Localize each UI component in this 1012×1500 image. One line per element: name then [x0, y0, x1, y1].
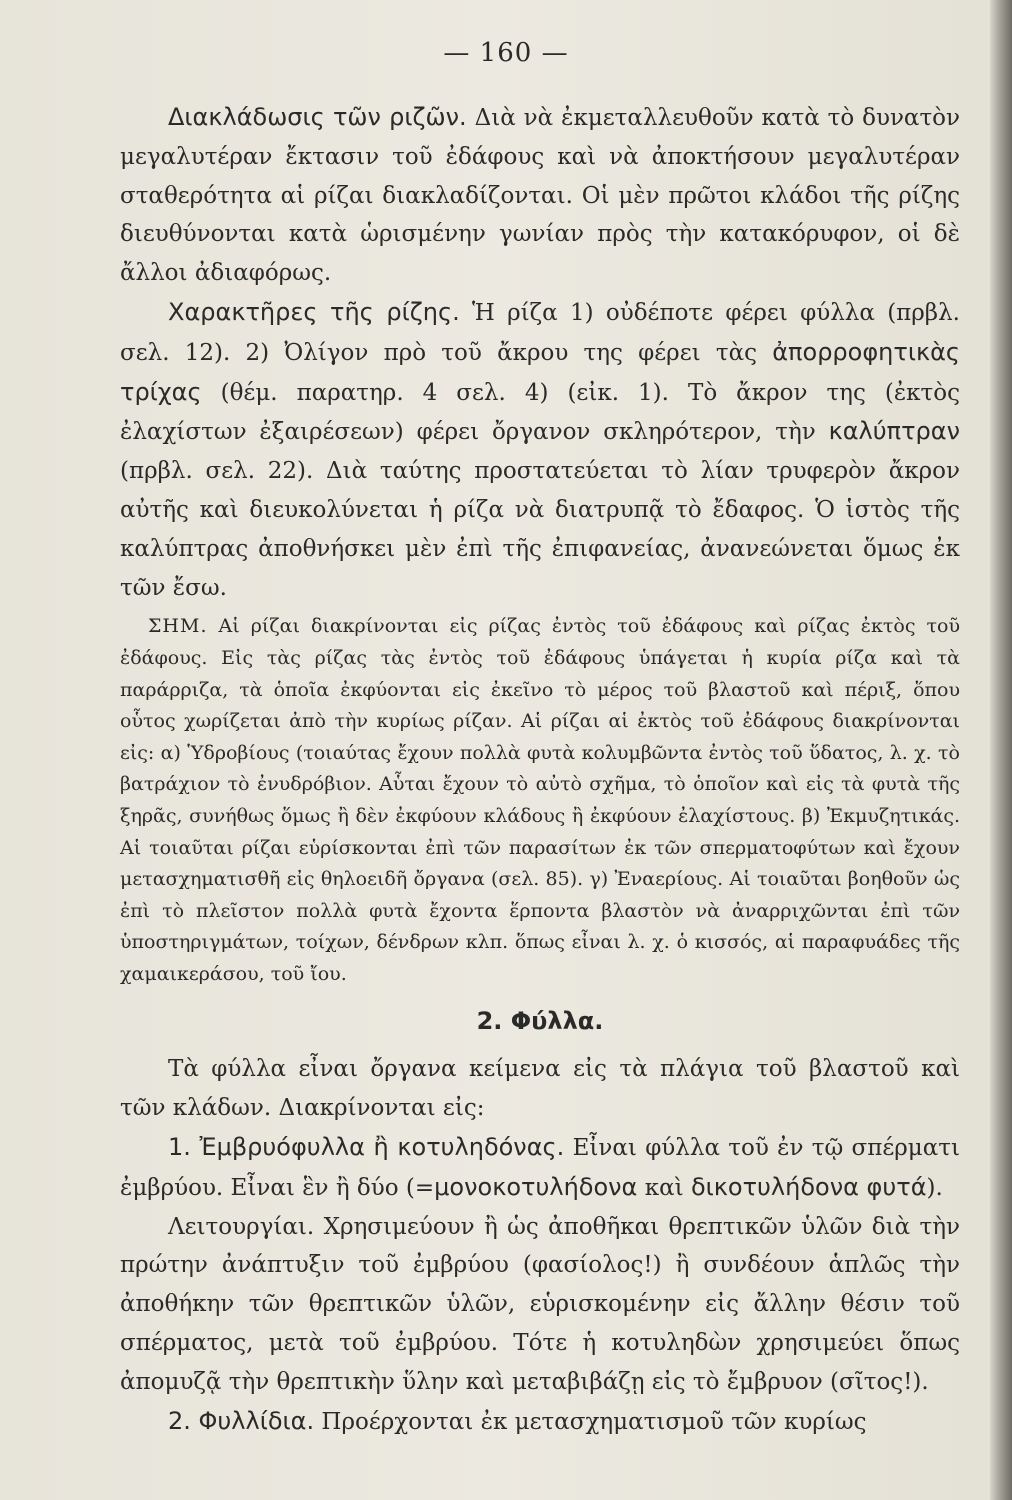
list-item-leaflets	[120, 1402, 960, 1436]
item-heading: 1. Ἐμβρυόφυλλα ἢ κοτυληδόνας.	[168, 1133, 565, 1162]
paragraph-text: (πρβλ. σελ. 22). Διὰ ταύτης προστατεύεται τὸ λίαν τρυφερὸν ἄκρον αὐτῆς καὶ διευκολύνεται ἡ ρίζα νὰ διατρυπᾷ τὸ ἔδαφος. Ὁ ἱστὸς τῆς καλύπτρας ἀποθνήσκει μὲν ἐπὶ τῆς ἐπιφανείας, ἀνανεώνεται ὅμως ἐκ τῶν ἔσω.	[120, 458, 960, 601]
item-heading: 2. Φυλλίδια.	[168, 1406, 315, 1435]
list-item-cotyledons	[120, 1128, 960, 1208]
note-paragraph	[120, 611, 960, 990]
paragraph-heading: Λειτουργίαι.	[168, 1213, 315, 1240]
section-title: 2. Φύλλα.	[476, 1007, 604, 1036]
term: δικοτυλήδονα φυτά	[690, 1172, 927, 1201]
paragraph-text: Ἡ ρίζα 1) οὐδέποτε φέρει φύλλα (πρβλ. σελ. 12). 2) Ὀλίγον πρὸ τοῦ ἄκρου της φέρει τὰς	[120, 299, 960, 366]
item-text: Προέρχονται ἐκ μετασχηματισμοῦ τῶν κυρίως	[321, 1408, 867, 1435]
paragraph-leaves-intro: Τὰ φύλλα εἶναι ὄργανα κείμενα εἰς τὰ πλάγια τοῦ βλαστοῦ καὶ τῶν κλάδων. Διακρίνονται εἰς:	[120, 1056, 960, 1122]
paragraph-heading: Χαρακτῆρες τῆς ρίζης.	[168, 297, 460, 326]
item-text: ).	[926, 1174, 943, 1201]
item-text: Εἶναι φύλλα τοῦ ἐν τῷ σπέρματι ἐμβρύου. Εἶναι ἓν ἢ δύο (=	[120, 1135, 961, 1201]
note-text: Αἱ ρίζαι διακρίνονται εἰς ρίζας ἐντὸς τοῦ ἐδάφους καὶ ρίζας ἐκτὸς τοῦ ἐδάφους. Εἰς τὰς ρίζας τὰς ἐντὸς τοῦ ἐδάφους ὑπάγεται ἡ κυρία ρίζα καὶ τὰ παράρριζα, τὰ ὁποῖα ἐκφύονται εἰς ἐκεῖνο τὸ μέρος τοῦ βλαστοῦ καὶ πέριξ, ὅπου οὗτος χωρίζεται ἀπὸ τὴν κυρίως ρίζαν. Αἱ ρίζαι αἱ ἐκτὸς τοῦ ἐδάφους διακρίνονται εἰς: α) Ὑδροβίους (τοιαύτας ἔχουν πολλὰ φυτὰ κολυμβῶντα ἐντὸς τοῦ ὕδατος, λ. χ. τὸ βατράχιον τὸ ἐνυδρόβιον. Αὗται ἔχουν τὸ αὐτὸ σχῆμα, τὸ ὁποῖον καὶ εἰς τὰ φυτὰ τῆς ξηρᾶς, συνήθως ὅμως ἢ δὲν ἐκφύουν κλάδους ἢ ἐκφύουν ἐλαχίστους. β) Ἐκμυζητικάς. Αἱ τοιαῦται ρίζαι εὑρίσκονται ἐπὶ τῶν παρασίτων ἐκ τῶν σπερματοφύτων καὶ ἔχουν μετασχηματισθῆ εἰς θηλοειδῆ ὄργανα (σελ. 85). γ) Ἐναερίους. Αἱ τοιαῦται βοηθοῦν ὡς ἐπὶ τὸ πλεῖστον πολλὰ φυτὰ ἔχοντα ἕρποντα βλαστὸν νὰ ἀναρριχῶνται ἐπὶ τῶν ὑποστηριγμάτων, τοίχων, δένδρων κλπ. ὅπως εἶναι λ. χ. ὁ κισσός, αἱ παραφυάδες τῆς χαμαικεράσου, τοῦ ἴου.	[120, 615, 960, 985]
paragraph-text: (θέμ. παρατηρ. 4 σελ. 4) (εἰκ. 1). Τὸ ἄκρον της (ἐκτὸς ἐλαχίστων ἐξαιρέσεων) φέρει ὄργανον σκληρότερον, τὴν	[120, 379, 960, 446]
paragraph-text: Διὰ νὰ ἐκμεταλλευθοῦν κατὰ τὸ δυνατὸν μεγαλυτέραν ἔκτασιν τοῦ ἐδάφους καὶ νὰ ἀποκτήσουν μεγαλυτέραν σταθερότητα αἱ ρίζαι διακλαδίζονται. Οἱ μὲν πρῶτοι κλάδοι τῆς ρίζης διευθύνονται κατὰ ὡρισμένην γωνίαν πρὸς τὴν κατακόρυφον, οἱ δὲ ἄλλοι ἀδιαφόρως.	[120, 105, 961, 287]
paragraph-heading: Διακλάδωσις τῶν ριζῶν.	[168, 103, 467, 131]
item-text: καὶ	[644, 1174, 684, 1201]
page-number: — 160 —	[443, 38, 569, 68]
page-body	[120, 98, 960, 1436]
term: μονοκοτυλήδονα	[434, 1172, 638, 1201]
paragraph-functions	[120, 1208, 960, 1402]
paragraph-root-branching	[120, 98, 960, 293]
paragraph-text: Χρησιμεύουν ἢ ὡς ἀποθῆκαι θρεπτικῶν ὑλῶν διὰ τὴν πρώτην ἀνάπτυξιν τοῦ ἐμβρύου (φασίολος!) ἢ συνδέουν ἁπλῶς τὴν ἀποθήκην τῶν θρεπτικῶν ὑλῶν, εὑρισκομένην εἰς ἄλλην θέσιν τοῦ σπέρματος, μετὰ τοῦ ἐμβρύου. Τότε ἡ κοτυληδὼν χρησιμεύει ὅπως ἀπομυζᾷ τὴν θρεπτικὴν ὕλην καὶ μεταβιβάζῃ εἰς τὸ ἔμβρυον (σῖτος!).	[120, 1213, 961, 1395]
note-label: ΣΗΜ.	[148, 615, 208, 638]
paragraph-root-characteristics	[120, 293, 960, 607]
term: καλύπτραν	[828, 417, 961, 446]
term: ἀπορροφητικὰς τρίχας	[120, 337, 961, 406]
page-edge-shadow	[990, 0, 1012, 1500]
